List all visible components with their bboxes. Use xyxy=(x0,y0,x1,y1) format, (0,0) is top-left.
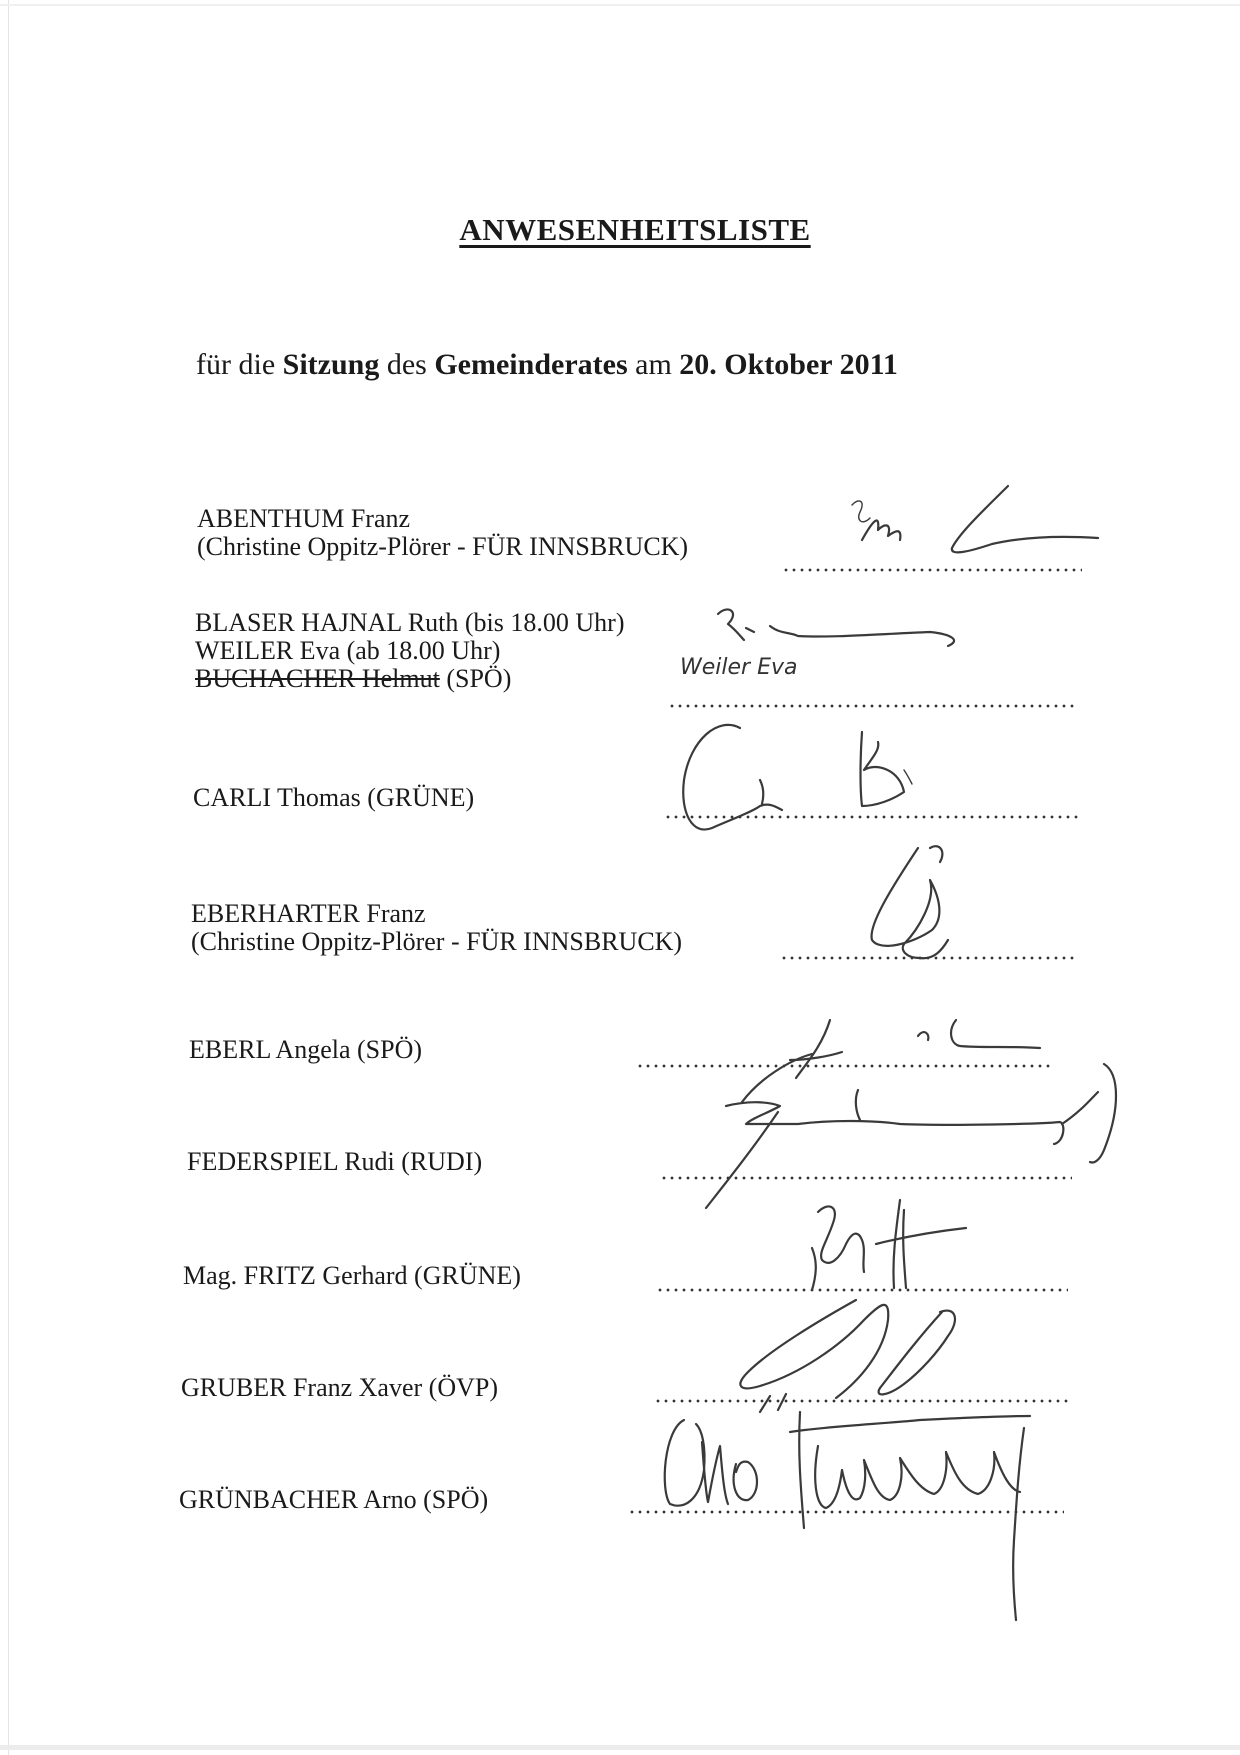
entry-name: ABENTHUM Franz xyxy=(197,504,411,533)
signature-gruber xyxy=(740,1300,955,1412)
entry-name: Mag. FRITZ Gerhard (GRÜNE) xyxy=(183,1261,521,1290)
signature-abenthum xyxy=(852,486,1098,552)
entry-name: EBERHARTER Franz xyxy=(191,899,426,928)
struck-name: BUCHACHER Helmut xyxy=(195,664,440,693)
subtitle-part-4: Gemeinderates xyxy=(434,348,628,381)
entry-affiliation: (SPÖ) xyxy=(439,664,512,693)
subtitle-part-3: des xyxy=(379,348,435,381)
document-title-text: ANWESENHEITSLISTE xyxy=(459,212,811,247)
entry-name-2: WEILER Eva (ab 18.00 Uhr) xyxy=(195,636,501,665)
signature-fritz xyxy=(812,1200,966,1290)
signature-federspiel xyxy=(706,1064,1116,1208)
entry-name: GRUBER Franz Xaver (ÖVP) xyxy=(181,1373,499,1402)
entry-affiliation: (Christine Oppitz-Plörer - FÜR INNSBRUCK) xyxy=(197,532,689,561)
signature-eberharter xyxy=(872,846,948,958)
signature-weiler xyxy=(680,655,798,680)
entry-name: CARLI Thomas (GRÜNE) xyxy=(193,783,475,812)
signature-eberl xyxy=(742,1020,1040,1102)
entry-name: FEDERSPIEL Rudi (RUDI) xyxy=(187,1147,483,1176)
subtitle-part-2: Sitzung xyxy=(282,348,380,381)
subtitle-part-6: 20. Oktober 2011 xyxy=(679,348,898,381)
entry-name: GRÜNBACHER Arno (SPÖ) xyxy=(179,1485,489,1514)
signature-gruenbacher xyxy=(665,1412,1030,1620)
entry-affiliation: (Christine Oppitz-Plörer - FÜR INNSBRUCK) xyxy=(191,927,683,956)
signature-blaser xyxy=(718,609,954,646)
subtitle-part-1: für die xyxy=(196,348,283,381)
subtitle-part-5: am xyxy=(627,348,680,381)
svg-text:Weiler Eva: Weiler Eva xyxy=(680,655,798,680)
entry-name: EBERL Angela (SPÖ) xyxy=(189,1035,423,1064)
entry-name: BLASER HAJNAL Ruth (bis 18.00 Uhr) xyxy=(195,608,625,637)
signature-carli xyxy=(683,725,912,830)
